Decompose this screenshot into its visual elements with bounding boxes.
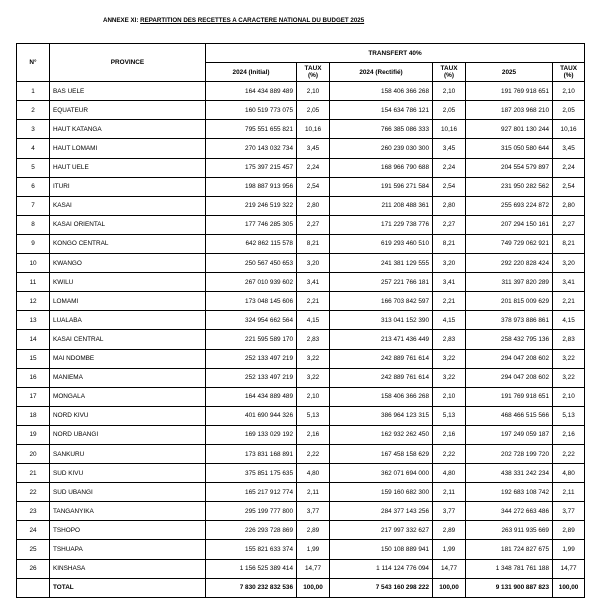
- taux-2025: 2,22: [553, 444, 585, 463]
- taux-2024-initial: 2,89: [297, 521, 330, 540]
- value-2024-initial: 173 048 145 606: [206, 292, 297, 311]
- table-row: [17, 254, 585, 273]
- taux-2025: 3,22: [553, 368, 585, 387]
- province-name: KASAI CENTRAL: [50, 330, 206, 349]
- table-row: [17, 464, 585, 483]
- taux-2024-rectifie: 2,54: [433, 177, 466, 196]
- taux-2025: 2,21: [553, 292, 585, 311]
- taux-2024-initial: 2,83: [297, 330, 330, 349]
- taux-2025: 3,45: [553, 139, 585, 158]
- taux-2024-initial: 14,77: [297, 559, 330, 578]
- table-row: [17, 330, 585, 349]
- value-2025: 292 220 828 424: [466, 254, 553, 273]
- total-2025: 9 131 900 887 823: [466, 578, 553, 597]
- taux-2024-rectifie: 2,27: [433, 215, 466, 234]
- value-2025: 1 348 781 761 188: [466, 559, 553, 578]
- taux-2024-rectifie: 2,80: [433, 196, 466, 215]
- total-num-cell: [17, 578, 50, 597]
- total-row: [17, 578, 585, 597]
- value-2025: 202 728 199 720: [466, 444, 553, 463]
- taux-2025: 4,15: [553, 311, 585, 330]
- value-2024-initial: 221 595 589 170: [206, 330, 297, 349]
- header-province: PROVINCE: [50, 44, 206, 82]
- province-name: KWANGO: [50, 254, 206, 273]
- taux-2024-initial: 2,54: [297, 177, 330, 196]
- table-row: [17, 559, 585, 578]
- row-number: 3: [17, 120, 50, 139]
- row-number: 6: [17, 177, 50, 196]
- taux-2025: 14,77: [553, 559, 585, 578]
- table-row: [17, 215, 585, 234]
- taux-2024-initial: 2,05: [297, 101, 330, 120]
- province-name: SUD UBANGI: [50, 483, 206, 502]
- value-2025: 255 693 224 872: [466, 196, 553, 215]
- value-2025: 378 973 886 861: [466, 311, 553, 330]
- taux-2024-rectifie: 4,15: [433, 311, 466, 330]
- value-2024-rectifie: 260 239 030 300: [330, 139, 433, 158]
- taux-2025: 2,89: [553, 521, 585, 540]
- title-prefix: ANNEXE XI:: [103, 17, 141, 24]
- taux-2024-initial: 2,16: [297, 425, 330, 444]
- revenue-table: [16, 43, 585, 598]
- taux-2024-rectifie: 8,21: [433, 234, 466, 253]
- taux-2025: 2,10: [553, 82, 585, 101]
- province-name: EQUATEUR: [50, 101, 206, 120]
- taux-2025: 2,24: [553, 158, 585, 177]
- value-2024-rectifie: 158 406 366 268: [330, 387, 433, 406]
- taux-2024-initial: 8,21: [297, 234, 330, 253]
- value-2024-initial: 164 434 889 489: [206, 387, 297, 406]
- province-name: HAUT KATANGA: [50, 120, 206, 139]
- value-2025: 749 729 062 921: [466, 234, 553, 253]
- taux-2025: 2,83: [553, 330, 585, 349]
- value-2024-initial: 226 293 728 869: [206, 521, 297, 540]
- value-2025: 192 683 108 742: [466, 483, 553, 502]
- value-2025: 468 466 515 566: [466, 406, 553, 425]
- total-taux-2: 100,00: [433, 578, 466, 597]
- taux-2024-rectifie: 5,13: [433, 406, 466, 425]
- taux-2025: 2,16: [553, 425, 585, 444]
- province-name: TANGANYIKA: [50, 502, 206, 521]
- value-2024-initial: 401 690 944 326: [206, 406, 297, 425]
- value-2024-initial: 1 156 525 389 414: [206, 559, 297, 578]
- row-number: 20: [17, 444, 50, 463]
- taux-2024-rectifie: 2,11: [433, 483, 466, 502]
- taux-2025: 3,77: [553, 502, 585, 521]
- table-row: [17, 120, 585, 139]
- province-name: KASAI: [50, 196, 206, 215]
- taux-2025: 2,10: [553, 387, 585, 406]
- row-number: 15: [17, 349, 50, 368]
- taux-2024-rectifie: 2,10: [433, 387, 466, 406]
- value-2024-rectifie: 241 381 129 555: [330, 254, 433, 273]
- taux-2024-rectifie: 3,77: [433, 502, 466, 521]
- taux-2025: 10,16: [553, 120, 585, 139]
- value-2025: 201 815 009 629: [466, 292, 553, 311]
- taux-2024-rectifie: 2,16: [433, 425, 466, 444]
- taux-2024-rectifie: 2,89: [433, 521, 466, 540]
- province-name: ITURI: [50, 177, 206, 196]
- province-name: NORD KIVU: [50, 406, 206, 425]
- value-2024-rectifie: 257 221 766 181: [330, 273, 433, 292]
- table-row: [17, 234, 585, 253]
- taux-2024-initial: 2,24: [297, 158, 330, 177]
- row-number: 23: [17, 502, 50, 521]
- document-title: [103, 17, 364, 24]
- value-2024-initial: 173 831 168 891: [206, 444, 297, 463]
- row-number: 26: [17, 559, 50, 578]
- taux-2025: 2,80: [553, 196, 585, 215]
- value-2025: 197 249 059 187: [466, 425, 553, 444]
- row-number: 21: [17, 464, 50, 483]
- row-number: 19: [17, 425, 50, 444]
- value-2025: 207 294 150 161: [466, 215, 553, 234]
- value-2024-initial: 164 434 889 489: [206, 82, 297, 101]
- value-2025: 927 801 130 244: [466, 120, 553, 139]
- value-2024-initial: 295 199 777 800: [206, 502, 297, 521]
- taux-2025: 1,99: [553, 540, 585, 559]
- province-name: MANIEMA: [50, 368, 206, 387]
- table-row: [17, 311, 585, 330]
- taux-2025: 5,13: [553, 406, 585, 425]
- value-2025: 204 554 579 897: [466, 158, 553, 177]
- table-row: [17, 444, 585, 463]
- header-taux-2: TAUX (%): [433, 63, 466, 82]
- province-name: KINSHASA: [50, 559, 206, 578]
- value-2025: 258 432 795 136: [466, 330, 553, 349]
- taux-2024-rectifie: 2,24: [433, 158, 466, 177]
- taux-2024-initial: 1,99: [297, 540, 330, 559]
- row-number: 18: [17, 406, 50, 425]
- value-2024-initial: 177 746 285 305: [206, 215, 297, 234]
- value-2024-rectifie: 211 208 488 361: [330, 196, 433, 215]
- province-name: HAUT UELE: [50, 158, 206, 177]
- value-2024-rectifie: 213 471 436 449: [330, 330, 433, 349]
- value-2024-initial: 219 246 519 322: [206, 196, 297, 215]
- taux-2024-rectifie: 3,20: [433, 254, 466, 273]
- value-2024-rectifie: 154 634 786 121: [330, 101, 433, 120]
- row-number: 9: [17, 234, 50, 253]
- value-2024-rectifie: 619 293 460 510: [330, 234, 433, 253]
- province-name: MAI NDOMBE: [50, 349, 206, 368]
- value-2024-rectifie: 158 406 366 268: [330, 82, 433, 101]
- value-2024-initial: 375 851 175 635: [206, 464, 297, 483]
- value-2024-initial: 252 133 497 219: [206, 349, 297, 368]
- taux-2025: 4,80: [553, 464, 585, 483]
- row-number: 2: [17, 101, 50, 120]
- value-2024-rectifie: 362 071 694 000: [330, 464, 433, 483]
- row-number: 17: [17, 387, 50, 406]
- taux-2024-initial: 3,45: [297, 139, 330, 158]
- taux-2024-initial: 2,10: [297, 387, 330, 406]
- taux-2024-rectifie: 3,41: [433, 273, 466, 292]
- province-name: MONGALA: [50, 387, 206, 406]
- value-2024-initial: 642 862 115 578: [206, 234, 297, 253]
- row-number: 13: [17, 311, 50, 330]
- row-number: 5: [17, 158, 50, 177]
- row-number: 14: [17, 330, 50, 349]
- value-2024-rectifie: 171 229 738 776: [330, 215, 433, 234]
- value-2024-rectifie: 150 108 889 941: [330, 540, 433, 559]
- row-number: 12: [17, 292, 50, 311]
- table-row: [17, 139, 585, 158]
- table-row: [17, 483, 585, 502]
- table-row: [17, 101, 585, 120]
- taux-2024-initial: 3,22: [297, 368, 330, 387]
- taux-2024-rectifie: 2,21: [433, 292, 466, 311]
- taux-2024-rectifie: 3,22: [433, 349, 466, 368]
- taux-2024-initial: 2,21: [297, 292, 330, 311]
- table-row: [17, 425, 585, 444]
- total-2024-initial: 7 830 232 832 536: [206, 578, 297, 597]
- taux-2024-rectifie: 14,77: [433, 559, 466, 578]
- taux-2024-rectifie: 4,80: [433, 464, 466, 483]
- province-name: BAS UELE: [50, 82, 206, 101]
- value-2024-rectifie: 313 041 152 390: [330, 311, 433, 330]
- value-2024-rectifie: 159 160 682 300: [330, 483, 433, 502]
- total-2024-rectifie: 7 543 160 298 222: [330, 578, 433, 597]
- taux-2024-rectifie: 2,22: [433, 444, 466, 463]
- value-2024-rectifie: 167 458 158 629: [330, 444, 433, 463]
- province-name: SUD KIVU: [50, 464, 206, 483]
- taux-2024-initial: 3,20: [297, 254, 330, 273]
- value-2024-rectifie: 766 385 086 333: [330, 120, 433, 139]
- value-2024-initial: 795 551 655 821: [206, 120, 297, 139]
- value-2024-rectifie: 242 889 761 614: [330, 368, 433, 387]
- row-number: 25: [17, 540, 50, 559]
- province-name: SANKURU: [50, 444, 206, 463]
- value-2024-initial: 250 567 450 653: [206, 254, 297, 273]
- row-number: 1: [17, 82, 50, 101]
- province-name: NORD UBANGI: [50, 425, 206, 444]
- table-row: [17, 177, 585, 196]
- province-name: HAUT LOMAMI: [50, 139, 206, 158]
- table-row: [17, 158, 585, 177]
- taux-2024-initial: 2,10: [297, 82, 330, 101]
- taux-2024-rectifie: 3,45: [433, 139, 466, 158]
- province-name: TSHOPO: [50, 521, 206, 540]
- taux-2024-initial: 3,22: [297, 349, 330, 368]
- row-number: 10: [17, 254, 50, 273]
- table-row: [17, 540, 585, 559]
- taux-2024-rectifie: 2,10: [433, 82, 466, 101]
- table-row: [17, 387, 585, 406]
- taux-2025: 2,11: [553, 483, 585, 502]
- taux-2025: 2,54: [553, 177, 585, 196]
- taux-2025: 3,22: [553, 349, 585, 368]
- value-2024-rectifie: 191 596 271 584: [330, 177, 433, 196]
- header-2024-initial: 2024 (Initial): [206, 63, 297, 82]
- province-name: LUALABA: [50, 311, 206, 330]
- row-number: 11: [17, 273, 50, 292]
- value-2025: 344 272 663 486: [466, 502, 553, 521]
- value-2025: 263 911 935 669: [466, 521, 553, 540]
- taux-2025: 3,20: [553, 254, 585, 273]
- total-taux-1: 100,00: [297, 578, 330, 597]
- value-2024-rectifie: 166 703 842 597: [330, 292, 433, 311]
- row-number: 4: [17, 139, 50, 158]
- value-2025: 294 047 208 602: [466, 349, 553, 368]
- table-row: [17, 502, 585, 521]
- value-2025: 311 397 820 289: [466, 273, 553, 292]
- header-taux-1: TAUX (%): [297, 63, 330, 82]
- row-number: 22: [17, 483, 50, 502]
- value-2025: 315 050 580 644: [466, 139, 553, 158]
- taux-2024-initial: 3,41: [297, 273, 330, 292]
- value-2024-initial: 175 397 215 457: [206, 158, 297, 177]
- value-2024-initial: 169 133 029 192: [206, 425, 297, 444]
- table-row: [17, 368, 585, 387]
- taux-2025: 8,21: [553, 234, 585, 253]
- province-name: KASAI ORIENTAL: [50, 215, 206, 234]
- header-num: N°: [17, 44, 50, 82]
- taux-2025: 2,05: [553, 101, 585, 120]
- value-2024-rectifie: 168 966 790 688: [330, 158, 433, 177]
- value-2025: 181 724 827 675: [466, 540, 553, 559]
- taux-2024-rectifie: 3,22: [433, 368, 466, 387]
- province-name: LOMAMI: [50, 292, 206, 311]
- header-2024-rectifie: 2024 (Rectifié): [330, 63, 433, 82]
- taux-2024-initial: 10,16: [297, 120, 330, 139]
- table-row: [17, 292, 585, 311]
- table-row: [17, 82, 585, 101]
- row-number: 8: [17, 215, 50, 234]
- value-2025: 187 203 968 210: [466, 101, 553, 120]
- value-2024-rectifie: 386 964 123 315: [330, 406, 433, 425]
- taux-2025: 3,41: [553, 273, 585, 292]
- value-2025: 294 047 208 602: [466, 368, 553, 387]
- value-2024-rectifie: 284 377 143 256: [330, 502, 433, 521]
- header-2025: 2025: [466, 63, 553, 82]
- value-2024-rectifie: 242 889 761 614: [330, 349, 433, 368]
- province-name: TSHUAPA: [50, 540, 206, 559]
- taux-2024-rectifie: 2,05: [433, 101, 466, 120]
- value-2024-initial: 270 143 032 734: [206, 139, 297, 158]
- value-2024-rectifie: 1 114 124 776 094: [330, 559, 433, 578]
- row-number: 24: [17, 521, 50, 540]
- value-2025: 191 769 918 651: [466, 82, 553, 101]
- total-taux-3: 100,00: [553, 578, 585, 597]
- taux-2024-initial: 2,80: [297, 196, 330, 215]
- row-number: 7: [17, 196, 50, 215]
- value-2024-initial: 155 821 633 374: [206, 540, 297, 559]
- taux-2024-rectifie: 10,16: [433, 120, 466, 139]
- table-row: [17, 406, 585, 425]
- taux-2024-rectifie: 1,99: [433, 540, 466, 559]
- taux-2024-initial: 2,22: [297, 444, 330, 463]
- taux-2024-initial: 3,77: [297, 502, 330, 521]
- taux-2024-initial: 2,11: [297, 483, 330, 502]
- value-2024-initial: 324 954 662 564: [206, 311, 297, 330]
- taux-2025: 2,27: [553, 215, 585, 234]
- title-main: REPARTITION DES RECETTES A CARACTERE NATIONAL DU BUDGET 2025: [140, 17, 365, 24]
- taux-2024-rectifie: 2,83: [433, 330, 466, 349]
- row-number: 16: [17, 368, 50, 387]
- header-transfert: TRANSFERT 40%: [206, 44, 585, 63]
- value-2024-initial: 267 010 939 602: [206, 273, 297, 292]
- value-2024-rectifie: 162 932 262 450: [330, 425, 433, 444]
- taux-2024-initial: 4,80: [297, 464, 330, 483]
- value-2024-initial: 160 519 773 075: [206, 101, 297, 120]
- province-name: KWILU: [50, 273, 206, 292]
- taux-2024-initial: 4,15: [297, 311, 330, 330]
- table-row: [17, 521, 585, 540]
- total-label: TOTAL: [50, 578, 206, 597]
- province-name: KONGO CENTRAL: [50, 234, 206, 253]
- taux-2024-initial: 2,27: [297, 215, 330, 234]
- table-row: [17, 349, 585, 368]
- value-2025: 438 331 242 234: [466, 464, 553, 483]
- value-2024-initial: 198 887 913 956: [206, 177, 297, 196]
- value-2024-initial: 252 133 497 219: [206, 368, 297, 387]
- header-taux-3: TAUX (%): [553, 63, 585, 82]
- table-row: [17, 273, 585, 292]
- value-2025: 191 769 918 651: [466, 387, 553, 406]
- value-2025: 231 950 282 562: [466, 177, 553, 196]
- value-2024-rectifie: 217 997 332 627: [330, 521, 433, 540]
- value-2024-initial: 165 217 912 774: [206, 483, 297, 502]
- table-row: [17, 196, 585, 215]
- taux-2024-initial: 5,13: [297, 406, 330, 425]
